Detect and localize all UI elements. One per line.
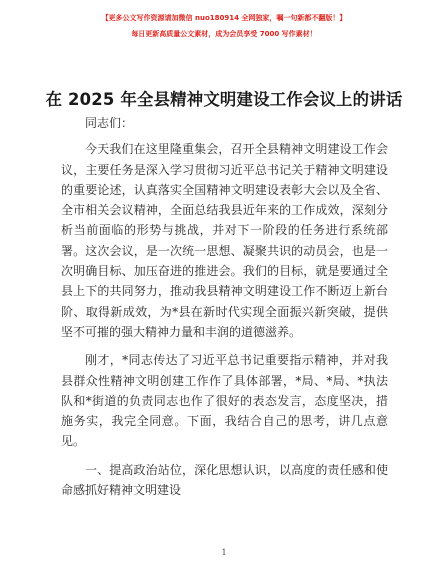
section-heading: 一、提高政治站位，深化思想认识，以高度的责任感和使命感抓好精神文明建设 [61, 462, 388, 498]
promo-banner-line-1: 【更多公文写作资源请加微信 nuo180914 全网独家，嘱一句新都不翻版！】 [101, 14, 347, 22]
document-title: 在 2025 年全县精神文明建设工作会议上的讲话 [45, 90, 403, 109]
page-number: 1 [221, 548, 227, 557]
body-paragraph-2: 刚才，*同志传达了习近平总书记重要指示精神，并对我县群众性精神文明创建工作作了具体部署，*局、*局、*执法队和*街道的负责同志也作了很好的表态发言，态度坚决，措施务实，我完全同意。下面，我结合自己的思考，讲几点意见。 [61, 353, 388, 449]
body-paragraph-1: 今天我们在这里隆重集会，召开全县精神文明建设工作会议，主要任务是深入学习贯彻习近平总书记关于精神文明建设的重要论述，认真落实全国精神文明建设表彰大会以及全省、全市相关会议精神，全面总结我县近年来的工作成效，深刻分析当前面临的形势与挑战，并对下一阶段的任务进行系统部署。这次会议，是一次统一思想、凝聚共识的动员会，也是一次明确目标、加压奋进的推进会。我们的目标，就是要通过全县上下的共同努力，推动我县精神文明建设工作不断迈上新台阶、取得新成效，为*县在新时代实现全面振兴新突破，提供坚不可摧的强大精神力量和丰润的道德滋养。 [61, 142, 388, 339]
promo-banner-line-2: 每日更新高质量公文素材，成为会员享受 7000 写作素材！ [131, 30, 317, 38]
document-body [61, 113, 388, 508]
salutation: 同志们： [85, 116, 134, 130]
